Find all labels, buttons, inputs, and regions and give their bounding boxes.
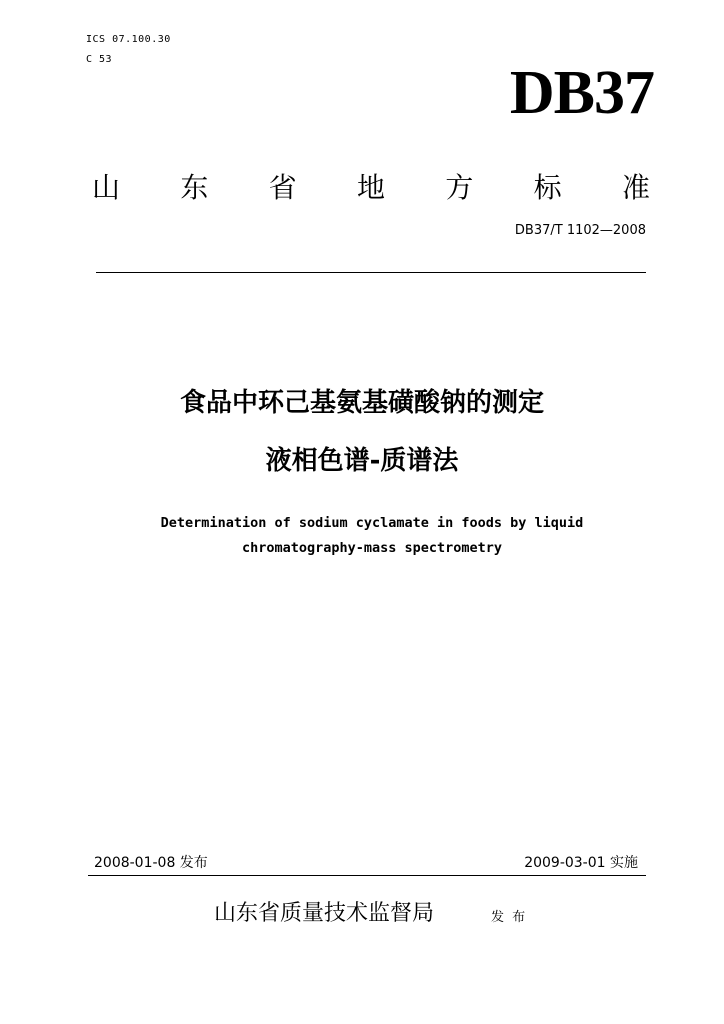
standard-number: DB37/T 1102—2008: [514, 223, 646, 238]
provincial-title-char: 地: [356, 171, 385, 204]
english-title-line1: Determination of sodium cyclamate in foods by liquid: [160, 515, 584, 531]
provincial-title-char: 方: [445, 171, 474, 204]
db37-logo-code: DB37: [509, 59, 654, 127]
chinese-title-line1: 食品中环己基氨基磺酸钠的测定: [179, 388, 544, 418]
ics-code: ICS 07.100.30: [86, 34, 171, 45]
issued-label: 发 布: [491, 910, 528, 925]
english-title-line2: chromatography-mass spectrometry: [241, 540, 503, 556]
provincial-title-char: 标: [533, 171, 562, 204]
chinese-title-line2: 液相色谱-质谱法: [265, 446, 459, 476]
provincial-title-char: 东: [180, 171, 209, 204]
provincial-title-char: 准: [621, 171, 650, 204]
header-divider: [96, 272, 646, 273]
effective-date: 2009-03-01 实施: [524, 855, 638, 871]
provincial-standard-title: [92, 166, 650, 206]
provincial-title-char: 省: [268, 171, 297, 204]
footer-divider: [88, 875, 646, 876]
issuing-authority: 山东省质量技术监督局: [214, 901, 435, 926]
provincial-title-char: 山: [92, 171, 121, 204]
publish-date: 2008-01-08 发布: [94, 855, 208, 871]
classification-code: C 53: [86, 54, 113, 65]
